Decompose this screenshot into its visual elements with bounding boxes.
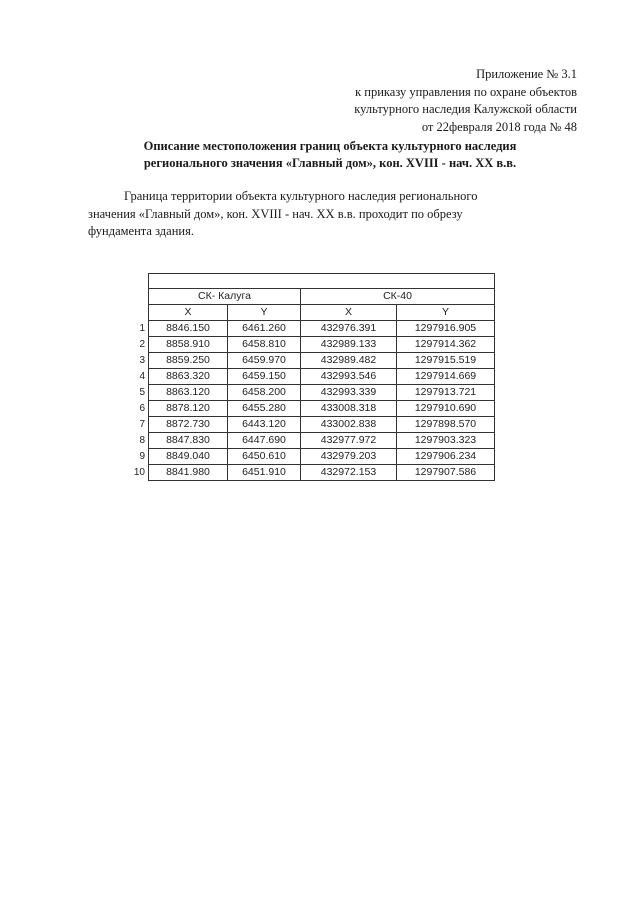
coordinate-cell: 6451.910	[228, 465, 301, 481]
coordinate-cell: 6458.810	[228, 337, 301, 353]
coordinate-cell: 432989.133	[301, 337, 397, 353]
coordinate-cell: 8863.120	[149, 385, 228, 401]
row-number: 3	[139, 355, 145, 366]
table-row	[123, 417, 495, 433]
row-number: 9	[139, 451, 145, 462]
coordinate-cell: 432993.546	[301, 369, 397, 385]
row-number: 10	[133, 467, 145, 478]
coordinate-cell: 8846.150	[149, 321, 228, 337]
body-line: значения «Главный дом», кон. XVIII - нач. XX в.в. проходит по обрезу	[88, 206, 463, 221]
table-row	[123, 385, 495, 401]
table-row	[123, 321, 495, 337]
coordinate-cell: 6443.120	[228, 417, 301, 433]
coordinate-cell: 1297906.234	[397, 449, 495, 465]
appendix-line: Приложение № 3.1	[476, 67, 577, 81]
coordinate-cell: 432977.972	[301, 433, 397, 449]
table-row	[123, 465, 495, 481]
coordinate-cell: 8863.320	[149, 369, 228, 385]
coordinate-cell: 1297907.586	[397, 465, 495, 481]
group-header-sk-kaluga: СК- Калуга	[149, 289, 301, 305]
table-group-row	[123, 289, 495, 305]
coordinate-cell: 6458.200	[228, 385, 301, 401]
coordinate-cell: 1297898.570	[397, 417, 495, 433]
coordinate-cell: 1297915.519	[397, 353, 495, 369]
coordinate-cell: 8859.250	[149, 353, 228, 369]
table-row	[123, 449, 495, 465]
body-line: Граница территории объекта культурного наследия регионального	[124, 189, 478, 203]
coordinate-cell: 6461.260	[228, 321, 301, 337]
coordinate-cell: 1297914.362	[397, 337, 495, 353]
coordinate-cell: 8849.040	[149, 449, 228, 465]
coordinate-cell: 432976.391	[301, 321, 397, 337]
coordinate-cell: 433008.318	[301, 401, 397, 417]
table-row	[123, 353, 495, 369]
coordinate-cell: 6447.690	[228, 433, 301, 449]
coordinate-cell: 8841.980	[149, 465, 228, 481]
coordinate-cell: 1297910.690	[397, 401, 495, 417]
coordinate-cell: 8858.910	[149, 337, 228, 353]
table-body	[123, 321, 495, 481]
appendix-line: от 22февраля 2018 года № 48	[421, 119, 577, 134]
row-number: 7	[139, 419, 145, 430]
coordinate-cell: 8847.830	[149, 433, 228, 449]
body-line: фундамента здания.	[88, 224, 194, 238]
body-paragraph	[88, 188, 558, 241]
row-number: 6	[139, 403, 145, 414]
document-title	[110, 138, 550, 172]
table-column-row	[123, 305, 495, 321]
group-header-sk-40: СК-40	[301, 289, 495, 305]
appendix-line: культурного наследия Калужской области	[354, 102, 577, 116]
row-number: 8	[139, 435, 145, 446]
coordinate-cell: 1297903.323	[397, 433, 495, 449]
table-row	[123, 337, 495, 353]
table-row	[123, 433, 495, 449]
column-header: Y	[228, 305, 301, 321]
coordinate-cell: 432979.203	[301, 449, 397, 465]
coordinate-cell: 432993.339	[301, 385, 397, 401]
appendix-reference	[354, 66, 577, 136]
coordinate-cell: 6450.610	[228, 449, 301, 465]
coordinate-cell: 6455.280	[228, 401, 301, 417]
coordinate-cell: 6459.970	[228, 353, 301, 369]
title-line: Описание местоположения границ объекта культурного наследия	[143, 139, 517, 153]
row-number: 4	[139, 371, 145, 382]
column-header: X	[149, 305, 228, 321]
coordinates-table	[123, 273, 495, 481]
coordinate-cell: 432989.482	[301, 353, 397, 369]
column-header: Y	[397, 305, 495, 321]
table-blank-row	[123, 274, 495, 289]
row-number: 1	[139, 323, 145, 334]
coordinate-cell: 1297913.721	[397, 385, 495, 401]
row-number: 2	[139, 339, 145, 350]
table-row	[123, 369, 495, 385]
coordinate-cell: 433002.838	[301, 417, 397, 433]
appendix-line: к приказу управления по охране объектов	[355, 84, 577, 99]
coordinate-cell: 1297914.669	[397, 369, 495, 385]
title-line: регионального значения «Главный дом», кон. XVIII - нач. XX в.в.	[143, 156, 517, 170]
coordinate-cell: 8872.730	[149, 417, 228, 433]
coordinate-cell: 8878.120	[149, 401, 228, 417]
coordinate-cell: 6459.150	[228, 369, 301, 385]
table-row	[123, 401, 495, 417]
row-number: 5	[139, 387, 145, 398]
column-header: X	[301, 305, 397, 321]
coordinate-cell: 1297916.905	[397, 321, 495, 337]
coordinate-cell: 432972.153	[301, 465, 397, 481]
